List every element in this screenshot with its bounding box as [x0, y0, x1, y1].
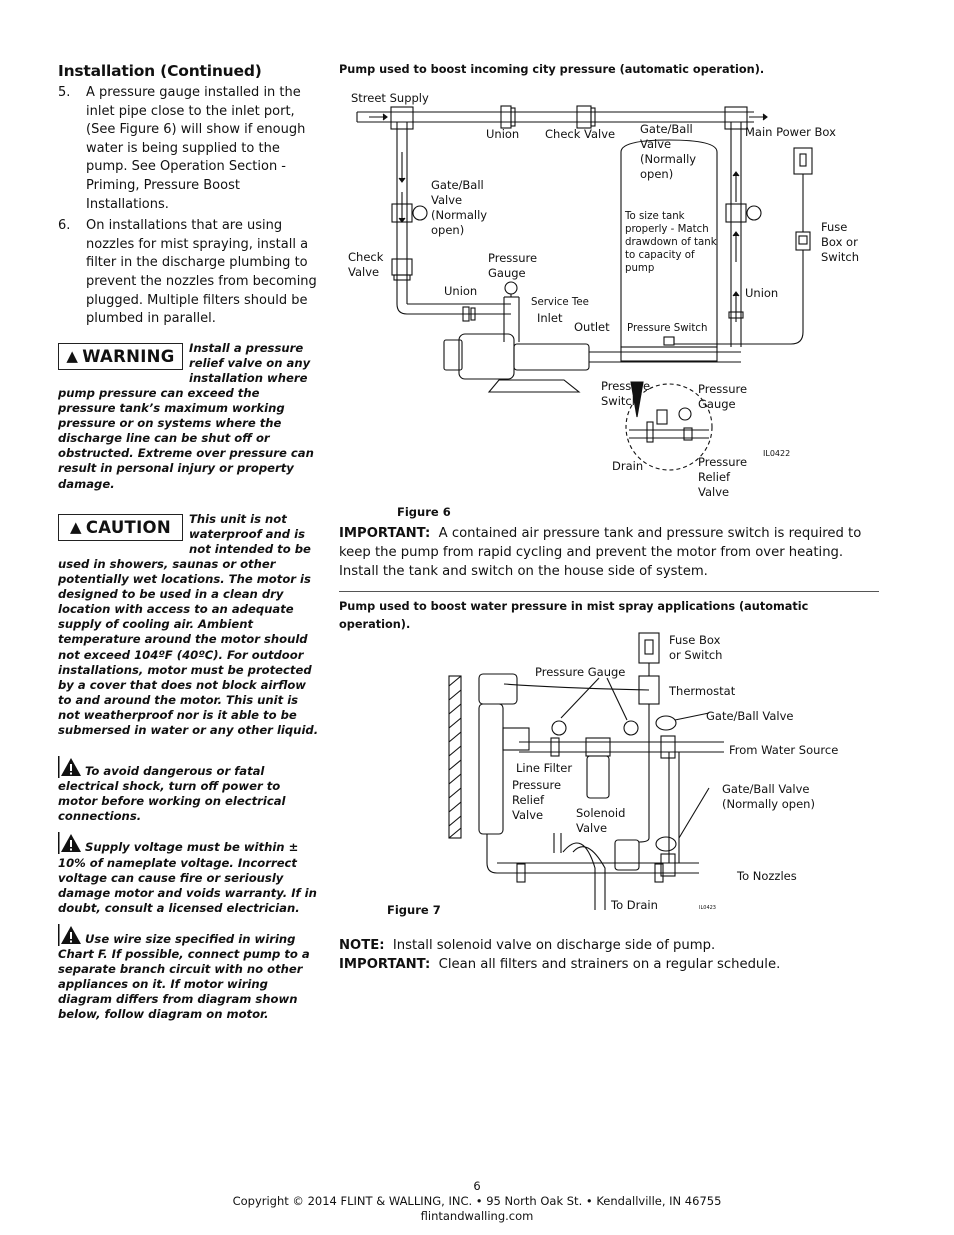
fig7-code: IL0423 [699, 905, 716, 911]
hazard-text: Use wire size specified in wiring Chart F. If possible, connect pump to a separate branch circuit with no other appliances on it. If motor wiring diagram differs from diagram shown below, follow diagram on motor. [58, 931, 310, 1022]
fig7-label-fuse-box: Fuse Box or Switch [669, 633, 723, 662]
footer-copyright: Copyright © 2014 FLINT & WALLING, INC. • 95 North Oak St. • Kendallville, IN 46755 [232, 1194, 722, 1208]
warning-block [58, 341, 320, 492]
hazard-text: Supply voltage must be within ± 10% of nameplate voltage. Incorrect voltage can cause fire or seriously damage motor and voids warranty. If in doubt, consult a licensed electrician. [58, 840, 317, 915]
important-paragraph-1 [339, 524, 879, 581]
fig7-label-to-nozzles: To Nozzles [737, 869, 797, 883]
figure6-diagram [339, 82, 879, 502]
caution-triangle-icon: ▲ [70, 517, 82, 536]
fig6-label-pressure-gauge-detail: Pressure Gauge [698, 382, 748, 411]
figure7-wall [449, 676, 461, 838]
fig7-label-to-drain: To Drain [611, 898, 658, 912]
list-item [58, 217, 320, 329]
page-number: 6 [473, 1179, 481, 1193]
fig6-label-union-top: Union [486, 127, 520, 141]
figure6-pump [444, 334, 589, 392]
warning-badge [58, 343, 183, 370]
warning-triangle-icon: ▲ [66, 346, 79, 365]
list-number: 5. [58, 85, 71, 100]
caution-block [58, 512, 320, 738]
list-number: 6. [58, 218, 71, 234]
fig6-label-check-valve-top: Check Valve [545, 127, 616, 141]
important-text: A contained air pressure tank and pressure switch is required to keep the pump from rapid cycling and prevent the motor from over heating. Install the tank and switch on the house side of system. [339, 526, 862, 579]
important-paragraph-2 [339, 955, 879, 974]
fig7-label-gate-ball-valve-open: Gate/Ball Valve (Normally open) [722, 782, 815, 811]
fig7-label-gate-ball-valve: Gate/Ball Valve [706, 709, 794, 723]
fig6-label-pressure-relief-valve: Pressure Relief Valve [698, 455, 748, 499]
fig7-label-pressure-relief-valve: Pressure Relief Valve [512, 778, 562, 822]
list-item [58, 84, 320, 214]
warning-text: Install a pressure relief valve on any installation where pump pressure can exceed the pressure tank’s maximum working pressure or on systems where the discharge line can be shut off or obstructed. Extreme over pressure can result in personal injury or property damage. [58, 340, 314, 491]
note-paragraph [339, 936, 879, 955]
hazard-block [58, 924, 320, 1023]
note-lead: NOTE: [339, 938, 385, 953]
left-column [58, 62, 320, 1022]
section-divider [339, 591, 879, 592]
hazard-text: To avoid dangerous or fatal electrical shock, turn off power to motor before working on electrical connections. [58, 764, 286, 824]
fig6-label-gate-ball-valve-left: Gate/Ball Valve (Normally open) [431, 178, 488, 237]
footer-website: flintandwalling.com [420, 1209, 534, 1223]
fig6-label-pressure-switch-detail: Pressure Switch [601, 379, 651, 408]
fig6-label-service-tee: Service Tee [531, 297, 589, 308]
warning-badge-label: WARNING [82, 346, 175, 366]
fig6-label-outlet: Outlet [574, 320, 610, 334]
hazard-triangle-icon [58, 756, 82, 778]
fig6-label-pressure-switch-tank: Pressure Switch [627, 323, 708, 334]
caution-badge [58, 514, 183, 541]
fig6-label-street-supply: Street Supply [351, 91, 429, 105]
fig6-label-union-left: Union [444, 284, 478, 298]
fig6-label-main-power-box: Main Power Box [745, 125, 836, 139]
fig6-label-drain: Drain [612, 459, 644, 473]
fig7-label-solenoid-valve: Solenoid Valve [576, 806, 626, 835]
list-text: On installations that are using nozzles for mist spraying, install a filter in the discharge plumbing to prevent the nozzles from becoming plugged. Multiple filters should be plumbed in parallel. [86, 218, 317, 327]
hazard-triangle-icon [58, 832, 82, 854]
fig7-label-pressure-gauge: Pressure Gauge [535, 665, 626, 679]
hazard-block [58, 756, 320, 824]
figure7-label: Figure 7 [387, 903, 441, 917]
important-lead: IMPORTANT: [339, 526, 431, 541]
figure7-caption: Pump used to boost water pressure in mist spray applications (automatic operation). [339, 600, 809, 631]
fig6-label-pressure-gauge-inlet: Pressure Gauge [488, 251, 538, 280]
fig6-label-union-right: Union [745, 286, 779, 300]
fig6-label-check-valve-left: Check Valve [348, 250, 384, 279]
fig7-label-from-water-source: From Water Source [729, 743, 839, 757]
figure6-caption: Pump used to boost incoming city pressure (automatic operation). [339, 63, 765, 76]
fig6-tank-note: To size tank properly - Match drawdown of tank to capacity of pump [625, 211, 717, 274]
hazard-triangle-icon [58, 924, 82, 946]
important-text: Clean all filters and strainers on a regular schedule. [438, 957, 781, 972]
note-text: Install solenoid valve on discharge side of pump. [392, 938, 716, 953]
fig6-label-inlet: Inlet [537, 311, 563, 325]
fig6-label-gate-ball-valve-right: Gate/Ball Valve (Normally open) [640, 122, 697, 181]
fig7-label-thermostat: Thermostat [669, 684, 736, 698]
section-title: Installation (Continued) [58, 62, 262, 80]
list-text: A pressure gauge installed in the inlet pipe close to the inlet port, (See Figure 6) will show if enough water is being supplied to the pump. See Operation Section - Priming, Pressure Boost Installations. [86, 85, 306, 212]
fig7-label-line-filter: Line Filter [516, 761, 573, 775]
fig6-label-fuse-box: Fuse Box or Switch [821, 220, 860, 264]
caution-badge-label: CAUTION [85, 517, 171, 537]
fig6-code: IL0422 [763, 449, 791, 458]
hazard-block [58, 832, 320, 915]
figure6-label: Figure 6 [397, 505, 451, 519]
important-lead: IMPORTANT: [339, 957, 431, 972]
caution-text: This unit is not waterproof and is not intended to be used in showers, saunas or other potentially wet locations. The motor is designed to be used in a clean dry location with access to an adequate supply of cooling air. Ambient temperature around the motor should not exceed 104ºF (40ºC). For outdoor installations, motor must be protected by a cover that does not block airflow to and around the motor. This unit is not weatherproof nor is it able to be submersed in water or any other liquid. [58, 511, 319, 737]
